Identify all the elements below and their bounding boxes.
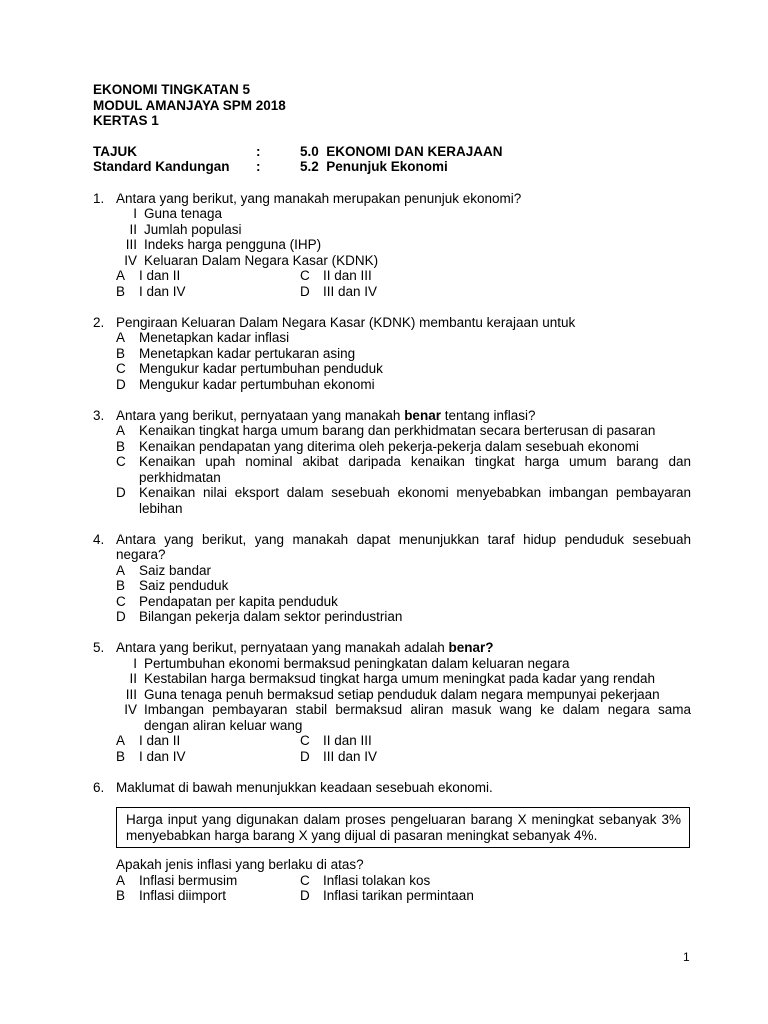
question-number: 1. bbox=[93, 190, 105, 206]
option-d[interactable]: D III dan IV bbox=[300, 748, 378, 764]
roman-text: Indeks harga pengguna (IHP) bbox=[144, 237, 322, 252]
option-text: I dan IV bbox=[139, 748, 186, 764]
topic-row bbox=[93, 144, 691, 160]
question-number: 5. bbox=[93, 640, 105, 655]
option-d[interactable]: D Bilangan pekerja dalam sektor perindustrian bbox=[93, 609, 691, 625]
roman-item bbox=[93, 656, 691, 672]
option-text: Menetapkan kadar inflasi bbox=[139, 330, 290, 345]
topic-label: TAJUK bbox=[93, 143, 138, 159]
question-number: 2. bbox=[93, 314, 105, 330]
option-text: Saiz penduduk bbox=[139, 578, 229, 593]
option-c[interactable]: C II dan III bbox=[300, 268, 372, 283]
roman-item bbox=[93, 253, 691, 269]
roman-numeral: I bbox=[133, 655, 137, 671]
standard-colon: : bbox=[256, 159, 261, 174]
roman-item bbox=[93, 237, 691, 253]
option-row bbox=[93, 873, 691, 889]
question-6 bbox=[93, 780, 691, 904]
roman-text: Guna tenaga bbox=[144, 206, 223, 221]
option-text: Pendapatan per kapita penduduk bbox=[139, 593, 338, 609]
roman-numeral: III bbox=[125, 686, 137, 702]
question-text-part: tentang inflasi? bbox=[440, 407, 536, 423]
question-2 bbox=[93, 315, 691, 393]
roman-item bbox=[93, 702, 691, 733]
option-a[interactable]: A Saiz bandar bbox=[93, 563, 691, 579]
question-4 bbox=[93, 532, 691, 625]
page-number: 1 bbox=[683, 950, 690, 964]
question-number: 4. bbox=[93, 531, 105, 547]
option-text: Inflasi tolakan kos bbox=[323, 872, 431, 888]
question-text bbox=[116, 408, 691, 424]
roman-numeral: II bbox=[129, 221, 137, 237]
option-text: Menetapkan kadar pertukaran asing bbox=[139, 345, 356, 361]
question-number: 6. bbox=[93, 779, 105, 795]
option-b[interactable]: B Kenaikan pendapatan yang diterima oleh pekerja-pekerja dalam sesebuah ekonomi bbox=[93, 439, 691, 455]
question-5 bbox=[93, 640, 691, 764]
question-text: Antara yang berikut, yang manakah merupakan penunjuk ekonomi? bbox=[116, 190, 522, 206]
topic-info bbox=[93, 144, 691, 175]
roman-text: Jumlah populasi bbox=[144, 221, 242, 237]
option-text: Inflasi tarikan permintaan bbox=[323, 888, 474, 903]
option-text: Bilangan pekerja dalam sektor perindustrian bbox=[139, 609, 403, 624]
question-text-part: Antara yang berikut, pernyataan yang manakah bbox=[116, 407, 405, 423]
topic-colon: : bbox=[256, 143, 261, 159]
option-b[interactable]: B I dan IV bbox=[116, 748, 186, 764]
roman-text: Kestabilan harga bermaksud tingkat harga umum meningkat pada kadar yang rendah bbox=[144, 671, 656, 686]
question-number: 3. bbox=[93, 407, 105, 423]
option-text: I dan IV bbox=[139, 283, 186, 299]
option-c[interactable]: C Inflasi tolakan kos bbox=[300, 872, 431, 888]
roman-numeral: II bbox=[129, 671, 137, 686]
header-subject: EKONOMI TINGKATAN 5 bbox=[93, 82, 250, 97]
option-text: Kenaikan tingkat harga umum barang dan perkhidmatan secara berterusan di pasaran bbox=[139, 423, 656, 438]
option-text: Kenaikan upah nominal akibat daripada kenaikan tingkat harga umum barang dan perkhidmatan bbox=[139, 454, 691, 485]
roman-text: Imbangan pembayaran stabil bermaksud aliran masuk wang ke dalam negara sama dengan aliran keluar wang bbox=[144, 702, 691, 733]
question-emphasis: benar? bbox=[448, 640, 494, 655]
document-page bbox=[93, 82, 691, 904]
option-row bbox=[93, 749, 691, 765]
option-text: III dan IV bbox=[323, 283, 378, 299]
option-text: II dan III bbox=[323, 733, 372, 748]
roman-numeral: III bbox=[125, 237, 137, 252]
info-box: Harga input yang digunakan dalam proses pengeluaran barang X meningkat sebanyak 3% menyebabkan harga barang X yang dijual di pasaran meningkat sebanyak 4%. bbox=[116, 807, 690, 848]
question-emphasis: benar bbox=[404, 407, 441, 423]
option-text: Mengukur kadar pertumbuhan ekonomi bbox=[139, 376, 375, 392]
option-text: III dan IV bbox=[323, 748, 378, 764]
question-text bbox=[116, 640, 691, 656]
standard-row bbox=[93, 159, 691, 175]
option-c[interactable]: C Mengukur kadar pertumbuhan penduduk bbox=[93, 361, 691, 377]
option-text: Kenaikan nilai eksport dalam sesebuah ekonomi menyebabkan imbangan pembayaran lebihan bbox=[139, 485, 691, 516]
question-text: Antara yang berikut, yang manakah dapat menunjukkan taraf hidup penduduk sesebuah negara? bbox=[116, 531, 691, 562]
option-text: I dan II bbox=[139, 268, 181, 283]
option-b[interactable]: B Saiz penduduk bbox=[93, 578, 691, 594]
option-b[interactable]: B Inflasi diimport bbox=[116, 888, 227, 903]
roman-text: Guna tenaga penuh bermaksud setiap penduduk dalam negara mempunyai pekerjaan bbox=[144, 686, 660, 702]
roman-item bbox=[93, 687, 691, 703]
option-text: Saiz bandar bbox=[139, 562, 212, 578]
option-d[interactable]: D Mengukur kadar pertumbuhan ekonomi bbox=[93, 377, 691, 393]
document-header bbox=[93, 82, 691, 129]
roman-item bbox=[93, 222, 691, 238]
header-paper: KERTAS 1 bbox=[93, 113, 159, 128]
option-text: Inflasi diimport bbox=[139, 888, 227, 903]
standard-value: 5.2 Penunjuk Ekonomi bbox=[300, 159, 448, 174]
question-1 bbox=[93, 191, 691, 300]
roman-numeral: IV bbox=[124, 252, 137, 268]
roman-text: Keluaran Dalam Negara Kasar (KDNK) bbox=[144, 252, 379, 268]
standard-label: Standard Kandungan bbox=[93, 159, 230, 174]
option-b[interactable]: B I dan IV bbox=[116, 283, 186, 299]
question-text: Pengiraan Keluaran Dalam Negara Kasar (KDNK) membantu kerajaan untuk bbox=[116, 314, 576, 330]
option-d[interactable]: D III dan IV bbox=[300, 283, 378, 299]
roman-numeral: I bbox=[133, 206, 137, 221]
roman-text: Pertumbuhan ekonomi bermaksud peningkatan dalam keluaran negara bbox=[144, 655, 570, 671]
option-b[interactable]: B Menetapkan kadar pertukaran asing bbox=[93, 346, 691, 362]
option-a[interactable]: A Inflasi bermusim bbox=[116, 872, 238, 888]
option-text: Kenaikan pendapatan yang diterima oleh pekerja-pekerja dalam sesebuah ekonomi bbox=[139, 438, 639, 454]
header-module: MODUL AMANJAYA SPM 2018 bbox=[93, 97, 286, 113]
question-3 bbox=[93, 408, 691, 517]
option-c[interactable]: C II dan III bbox=[300, 733, 372, 748]
option-row bbox=[93, 284, 691, 300]
option-d[interactable]: D Inflasi tarikan permintaan bbox=[300, 888, 474, 903]
option-text: I dan II bbox=[139, 733, 181, 748]
option-c[interactable]: C Kenaikan upah nominal akibat daripada kenaikan tingkat harga umum barang dan perkhidmatan bbox=[116, 454, 691, 485]
option-d[interactable]: D Kenaikan nilai eksport dalam sesebuah ekonomi menyebabkan imbangan pembayaran lebihan bbox=[116, 485, 691, 516]
option-text: II dan III bbox=[323, 268, 372, 283]
option-row bbox=[93, 268, 691, 284]
option-row bbox=[93, 888, 691, 904]
topic-value: 5.0 EKONOMI DAN KERAJAAN bbox=[300, 143, 503, 159]
roman-item bbox=[93, 206, 691, 222]
roman-item bbox=[93, 671, 691, 687]
option-c[interactable]: C Pendapatan per kapita penduduk bbox=[93, 594, 691, 610]
option-a[interactable]: A Menetapkan kadar inflasi bbox=[93, 330, 691, 346]
option-text: Mengukur kadar pertumbuhan penduduk bbox=[139, 361, 383, 376]
question-prompt: Apakah jenis inflasi yang berlaku di atas? bbox=[116, 857, 364, 872]
option-row bbox=[93, 733, 691, 749]
roman-numeral: IV bbox=[124, 702, 137, 717]
option-a[interactable]: A I dan II bbox=[116, 268, 181, 283]
option-a[interactable]: A Kenaikan tingkat harga umum barang dan perkhidmatan secara berterusan di pasaran bbox=[93, 423, 691, 439]
option-text: Inflasi bermusim bbox=[139, 872, 238, 888]
question-text-part: Antara yang berikut, pernyataan yang manakah adalah bbox=[116, 640, 449, 655]
option-a[interactable]: A I dan II bbox=[116, 733, 181, 748]
question-text: Maklumat di bawah menunjukkan keadaan sesebuah ekonomi. bbox=[116, 779, 493, 795]
